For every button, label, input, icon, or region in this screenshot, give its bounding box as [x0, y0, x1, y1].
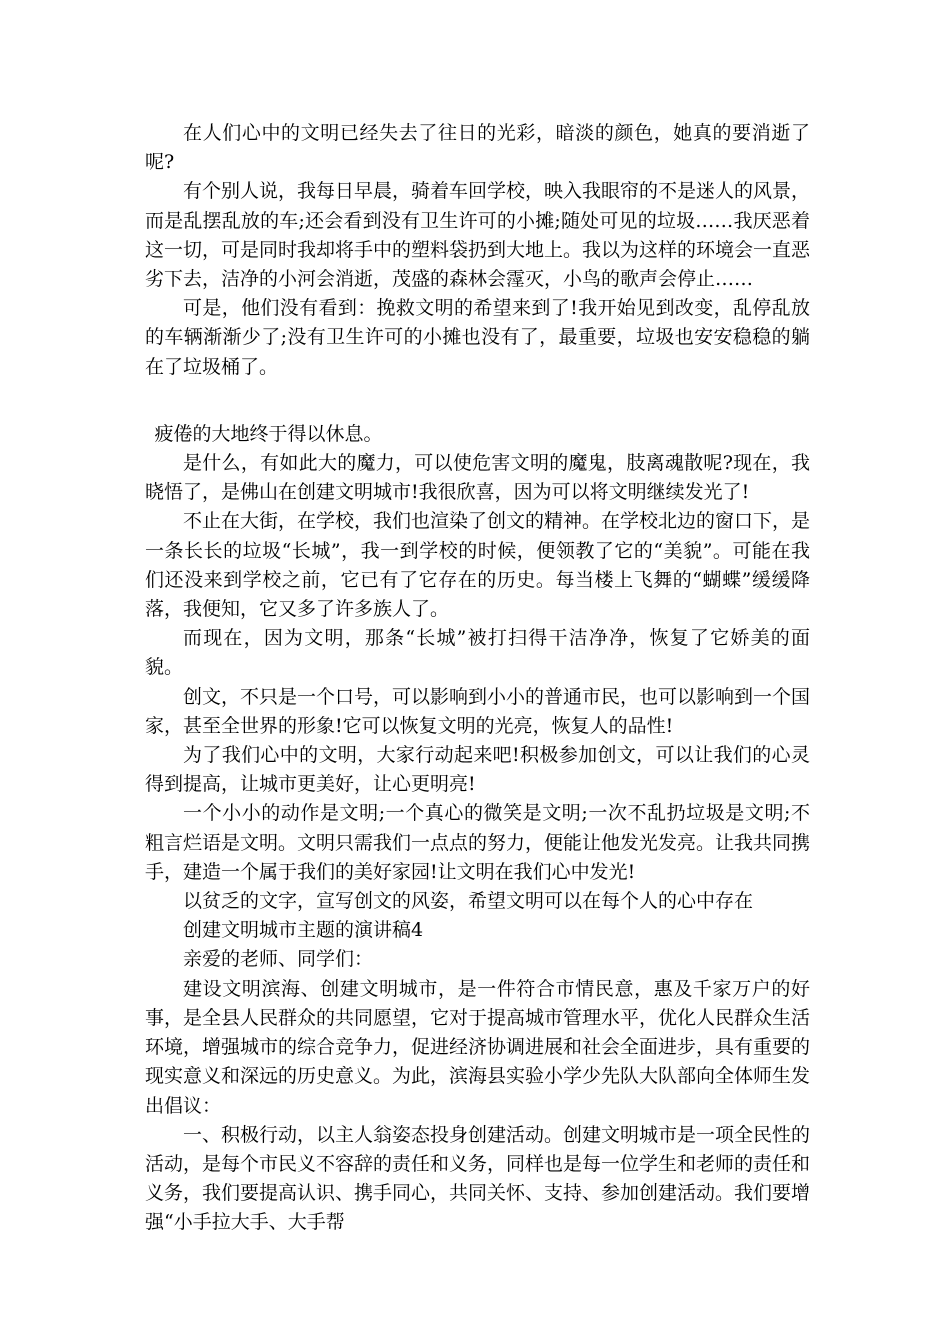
paragraph-6: 不止在大街，在学校，我们也渲染了创文的精神。在学校北边的窗口下，是一条长长的垃圾“长城”，我一到学校的时候，便领教了它的“美貌”。可能在我们还没来到学校之前，它已有了它存在的历史。每当楼上飞舞的“蝴蝶”缓缓降落，我便知，它又多了许多族人了。 [145, 510, 811, 621]
speech-title: 创建文明城市主题的演讲稿4 [183, 919, 424, 942]
paragraph-10: 一个小小的动作是文明;一个真心的微笑是文明;一次不乱扔垃圾是文明;不粗言烂语是文明。文明只需我们一点点的努力，便能让他发光发亮。让我共同携手，建造一个属于我们的美好家园!让文明在我们心中发光! [145, 802, 811, 883]
paragraph-4: 疲倦的大地终于得以休息。 [154, 422, 383, 445]
paragraph-9: 为了我们心中的文明，大家行动起来吧!积极参加创文，可以让我们的心灵得到提高，让城市更美好，让心更明亮! [145, 744, 810, 796]
paragraph-5: 是什么，有如此大的魔力，可以使危害文明的魔鬼，肢离魂散呢?现在，我晓悟了，是佛山在创建文明城市!我很欣喜，因为可以将文明继续发光了! [145, 452, 810, 504]
paragraph-7: 而现在，因为文明，那条“长城”被打扫得干洁净净，恢复了它娇美的面貌。 [145, 627, 810, 679]
paragraph-15: 一、积极行动，以主人翁姿态投身创建活动。创建文明城市是一项全民性的活动，是每个市民义不容辞的责任和义务，同样也是每一位学生和老师的责任和义务，我们要提高认识、携手同心，共同关怀、支持、参加创建活动。我们要增强“小手拉大手、大手帮 [145, 1123, 811, 1234]
salutation: 亲爱的老师、同学们： [183, 948, 374, 971]
paragraph-1: 在人们心中的文明已经失去了往日的光彩，暗淡的颜色，她真的要消逝了呢? [145, 122, 810, 174]
document-page [145, 119, 810, 1238]
paragraph-8: 创文，不只是一个口号，可以影响到小小的普通市民，也可以影响到一个国家，甚至全世界的形象!它可以恢复文明的光亮，恢复人的品性! [145, 685, 811, 737]
paragraph-14: 建设文明滨海、创建文明城市，是一件符合市情民意，惠及千家万户的好事，是全县人民群众的共同愿望，它对于提高城市管理水平，优化人民群众生活环境，增强城市的综合竞争力，促进经济协调进展和社会全面进步，具有重要的现实意义和深远的历史意义。为此，滨海县实验小学少先队大队部向全体师生发出倡议： [145, 977, 811, 1117]
paragraph-2: 有个别人说，我每日早晨，骑着车回学校，映入我眼帘的不是迷人的风景，而是乱摆乱放的车;还会看到没有卫生许可的小摊;随处可见的垃圾……我厌恶着这一切，可是同时我却将手中的塑料袋扔到大地上。我以为这样的环境会一直恶劣下去，洁净的小河会消逝，茂盛的森林会霪灭，小鸟的歌声会停止…… [145, 180, 811, 291]
paragraph-3: 可是，他们没有看到：挽救文明的希望来到了!我开始见到改变，乱停乱放的车辆渐渐少了;没有卫生许可的小摊也没有了，最重要，垃圾也安安稳稳的躺在了垃圾桶了。 [145, 297, 810, 378]
paragraph-11: 以贫乏的文字，宣写创文的风姿，希望文明可以在每个人的心中存在 [183, 890, 754, 913]
